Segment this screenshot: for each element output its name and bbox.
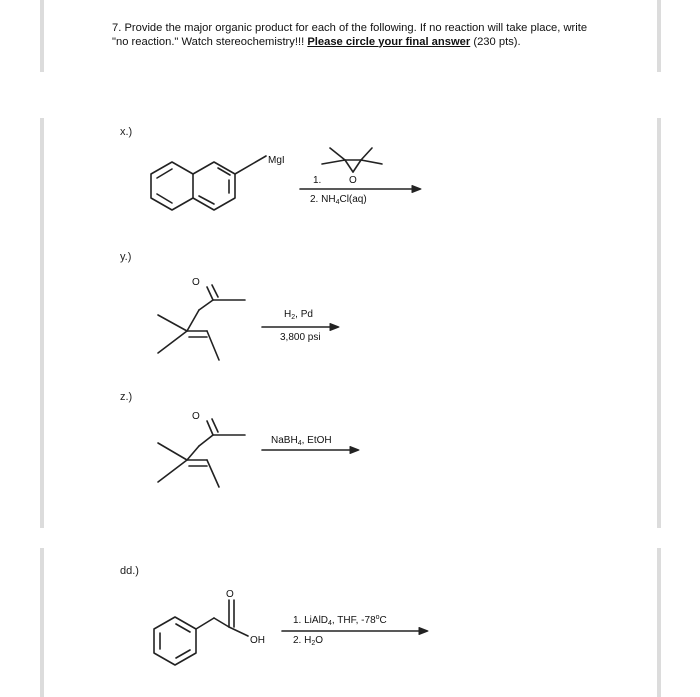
reagent-step1-dd: 1. LiAlD$_4$, THF, -78$^o$C	[293, 614, 387, 627]
reagent-nabh4-etoh: NaBH$_4$, EtOH	[271, 435, 332, 447]
question-text: 7. Provide the major organic product for each of the following. If no reaction will take place, write "no reaction." Watch stereochemistry!!!	[112, 22, 588, 48]
reagent-step2-x: 2. $NH_4Cl(aq)$	[310, 194, 367, 206]
reagent-step2-dd: 2. $H_2O$	[293, 635, 324, 647]
carbonyl-o-label-y: O	[192, 277, 200, 288]
problem-label-y: y.)	[120, 251, 132, 263]
reagent-h2-pd: $H_2$, Pd	[284, 309, 313, 321]
problem-label-z: z.)	[120, 391, 133, 403]
reaction-arrowhead-dd	[419, 628, 428, 635]
step1-number: 1.	[313, 175, 322, 186]
grignard-mgi-label: MgI	[268, 155, 285, 166]
epoxide-oxygen-label: O	[349, 175, 357, 186]
carbonyl-o-label-dd: O	[226, 589, 234, 600]
problem-label-dd: dd.)	[120, 565, 139, 577]
hydroxyl-label-dd: OH	[250, 635, 265, 646]
reagent-pressure: 3,800 psi	[280, 332, 321, 343]
question-emphasis: Please circle your final answer	[307, 35, 471, 48]
question-points: (230 pts).	[470, 35, 521, 48]
carbonyl-o-label-z: O	[192, 411, 200, 422]
problem-label-x: x.)	[120, 126, 133, 138]
